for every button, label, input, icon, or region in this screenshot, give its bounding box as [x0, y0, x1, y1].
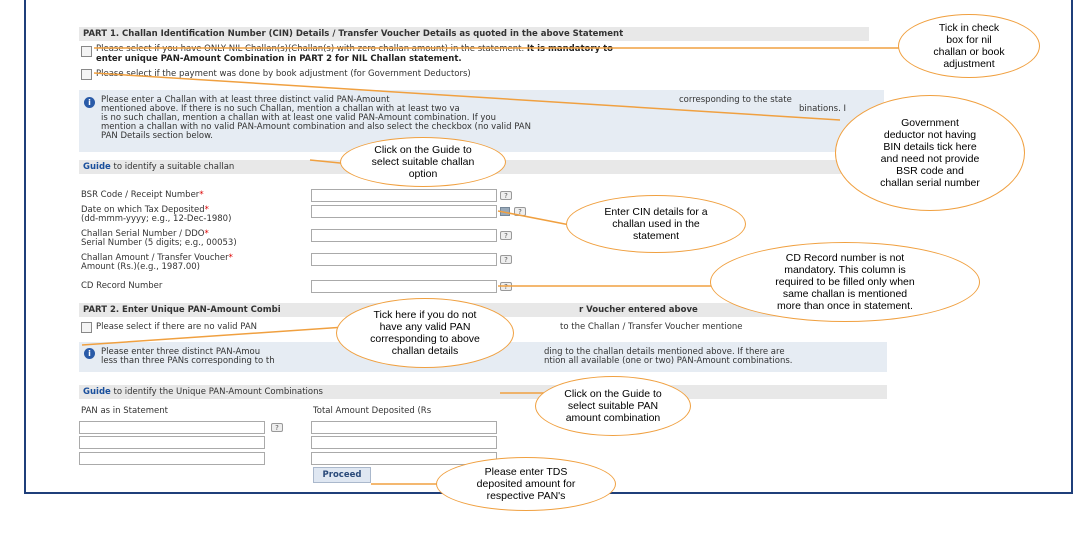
part1-heading: PART 1. Challan Identification Number (CIN) Details / Transfer Voucher Details as quoted in the above Statement	[79, 27, 869, 41]
challan-amount-label: Challan Amount / Transfer Voucher*	[81, 253, 233, 263]
guide-pan-link[interactable]: Guide	[83, 387, 111, 397]
date-input[interactable]	[311, 205, 497, 218]
part1-guide-bar: Guide to identify a suitable challan	[79, 160, 884, 174]
guide-challan-callout: Click on the Guide to select suitable challan option	[340, 137, 506, 187]
book-adjustment-checkbox[interactable]	[81, 69, 92, 80]
info-text: Please enter a Challan with at least three distinct valid PAN-Amount	[101, 95, 390, 105]
guide-challan-link[interactable]: Guide	[83, 162, 111, 172]
challan-serial-label: Challan Serial Number / DDO*	[81, 229, 209, 239]
help-icon[interactable]: ?	[500, 255, 512, 264]
guide-pan-callout: Click on the Guide to select suitable PAN amount combination	[535, 376, 691, 436]
nil-challan-callout: Tick in check box for nil challan or book adjustment	[898, 14, 1040, 78]
info-text: corresponding to the state	[679, 95, 792, 105]
info-text: ding to the challan details mentioned above. If there are	[544, 347, 785, 357]
cd-record-callout: CD Record number is not mandatory. This column is required to be filled only when same challan is mentioned more than once in statement.	[710, 242, 980, 322]
help-icon[interactable]: ?	[271, 423, 283, 432]
help-icon[interactable]: ?	[514, 207, 526, 216]
info-text: ntion all available (one or two) PAN-Amount combinations.	[544, 356, 793, 366]
info-text: mention a challan with no valid PAN-Amount combination and also select the checkbox (no valid PAN	[101, 122, 531, 132]
bsr-code-label: BSR Code / Receipt Number*	[81, 190, 204, 200]
no-valid-pan-callout: Tick here if you do not have any valid PAN corresponding to above challan details	[336, 298, 514, 368]
no-valid-pan-label-end: to the Challan / Transfer Voucher mentione	[560, 322, 743, 332]
tds-amount-callout: Please enter TDS deposited amount for respective PAN's	[436, 457, 616, 511]
part2-heading: PART 2. Enter Unique PAN-Amount Combi r Voucher entered above	[79, 303, 884, 317]
part1-info-box	[79, 90, 884, 152]
amount-input-1[interactable]	[311, 421, 497, 434]
cd-record-input[interactable]	[311, 280, 497, 293]
government-deductor-callout: Government deductor not having BIN details tick here and need not provide BSR code and challan serial number	[835, 95, 1025, 211]
challan-serial-hint: Serial Number (5 digits; e.g., 00053)	[81, 238, 237, 248]
info-text: PAN Details section below.	[101, 131, 214, 141]
info-text: Please enter three distinct PAN-Amou	[101, 347, 261, 357]
date-label: Date on which Tax Deposited*	[81, 205, 209, 215]
info-text: is no such challan, mention a challan with at least one valid PAN-Amount combination. If you	[101, 113, 497, 123]
pan-column-header: PAN as in Statement	[81, 406, 168, 416]
no-valid-pan-checkbox[interactable]	[81, 322, 92, 333]
date-hint: (dd-mmm-yyyy; e.g., 12-Dec-1980)	[81, 214, 232, 224]
cd-record-label: CD Record Number	[81, 281, 163, 291]
pan-input-2[interactable]	[79, 436, 265, 449]
challan-amount-hint: Amount (Rs.)(e.g., 1987.00)	[81, 262, 200, 272]
pan-input-3[interactable]	[79, 452, 265, 465]
challan-serial-input[interactable]	[311, 229, 497, 242]
amount-column-header: Total Amount Deposited (Rs	[313, 406, 432, 416]
proceed-button[interactable]: Proceed	[313, 467, 371, 483]
info-text: mentioned above. If there is no such Challan, mention a challan with at least two va	[101, 104, 460, 114]
nil-challan-note: enter unique PAN-Amount Combination in PART 2 for NIL Challan statement.	[96, 54, 462, 64]
pan-input-1[interactable]	[79, 421, 265, 434]
help-icon[interactable]: ?	[500, 231, 512, 240]
help-icon[interactable]: ?	[500, 191, 512, 200]
amount-input-2[interactable]	[311, 436, 497, 449]
help-icon[interactable]: ?	[500, 282, 512, 291]
info-text: binations. I	[799, 104, 846, 114]
info-text: less than three PANs corresponding to th	[101, 356, 275, 366]
no-valid-pan-label: Please select if there are no valid PAN	[96, 322, 258, 332]
calendar-icon[interactable]	[500, 207, 510, 216]
bsr-code-input[interactable]	[311, 189, 497, 202]
nil-challan-checkbox[interactable]	[81, 46, 92, 57]
nil-challan-label: Please select if you have ONLY NIL Challan(s)(Challan(s) with zero challan amount) in the statement. It is mandatory to	[96, 44, 613, 54]
cin-details-callout: Enter CIN details for a challan used in the statement	[566, 195, 746, 253]
book-adjustment-label: Please select if the payment was done by book adjustment (for Government Deductors)	[96, 69, 471, 79]
info-icon: i	[84, 97, 95, 108]
part2-guide-bar: Guide to identify the Unique PAN-Amount Combinations	[79, 385, 887, 399]
challan-amount-input[interactable]	[311, 253, 497, 266]
info-icon: i	[84, 348, 95, 359]
